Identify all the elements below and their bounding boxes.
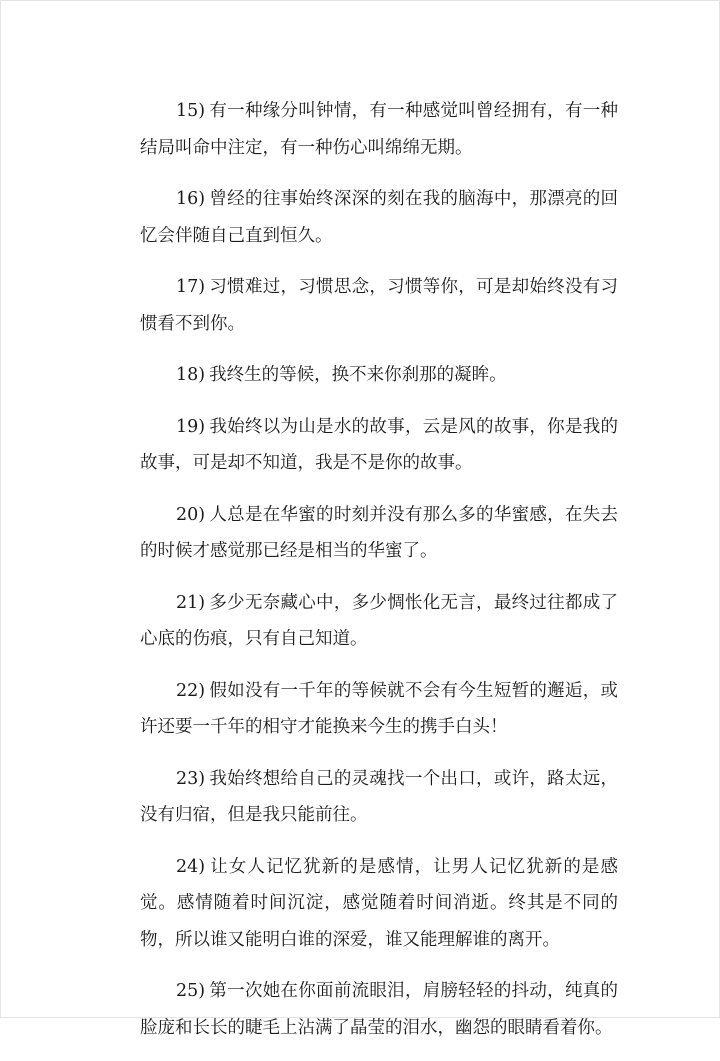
paragraph-19	[140, 409, 618, 482]
paragraph-text: 我始终想给自己的灵魂找一个出口，或许，路太远，没有归宿，但是我只能前往。	[140, 768, 618, 825]
paragraph-22	[140, 673, 618, 746]
paragraph-number: 25)	[176, 981, 206, 1001]
document-body	[140, 93, 618, 1061]
paragraph-15	[140, 93, 618, 166]
paragraph-number: 23)	[176, 768, 206, 789]
paragraph-text: 我终生的等候，换不来你刹那的凝眸。	[209, 365, 507, 385]
paragraph-number: 15)	[176, 101, 206, 121]
paragraph-text: 让女人记忆犹新的是感情，让男人记忆犹新的是感觉。感情随着时间沉淀，感觉随着时间消逝。终其是不同的物，所以谁又能明白谁的深爱，谁又能理解谁的离开。	[140, 856, 618, 950]
paragraph-17	[140, 269, 618, 342]
paragraph-number: 21)	[176, 592, 206, 613]
paragraph-16	[140, 181, 618, 254]
paragraph-text: 有一种缘分叫钟情，有一种感觉叫曾经拥有，有一种结局叫命中注定，有一种伤心叫绵绵无期。	[140, 101, 618, 158]
paragraph-text: 曾经的往事始终深深的刻在我的脑海中，那漂亮的回忆会伴随自己直到恒久。	[140, 189, 618, 246]
paragraph-number: 22)	[176, 680, 206, 701]
paragraph-text: 假如没有一千年的等候就不会有今生短暂的邂逅，或许还要一千年的相守才能换来今生的携手白头！	[140, 680, 618, 737]
paragraph-text: 多少无奈藏心中，多少惆怅化无言，最终过往都成了心底的伤痕，只有自己知道。	[140, 592, 618, 649]
paragraph-number: 20)	[176, 504, 206, 525]
paragraph-18	[140, 357, 618, 394]
paragraph-text: 人总是在华蜜的时刻并没有那么多的华蜜感，在失去的时候才感觉那已经是相当的华蜜了。	[140, 504, 618, 561]
paragraph-23	[140, 761, 618, 834]
paragraph-number: 19)	[176, 416, 206, 437]
paragraph-text: 我始终以为山是水的故事，云是风的故事，你是我的故事，可是却不知道，我是不是你的故事。	[140, 416, 618, 473]
paragraph-number: 18)	[176, 365, 206, 385]
paragraph-24	[140, 849, 618, 959]
paragraph-number: 17)	[176, 277, 206, 297]
paragraph-text: 习惯难过，习惯思念，习惯等你，可是却始终没有习惯看不到你。	[140, 277, 618, 334]
paragraph-25	[140, 973, 618, 1046]
paragraph-21	[140, 585, 618, 658]
paragraph-number: 24)	[176, 856, 206, 877]
paragraph-text: 第一次她在你面前流眼泪，肩膀轻轻的抖动，纯真的脸庞和长长的睫毛上沾满了晶莹的泪水，幽怨的眼睛看着你。	[140, 981, 618, 1038]
paragraph-20	[140, 497, 618, 570]
paragraph-number: 16)	[176, 189, 206, 209]
